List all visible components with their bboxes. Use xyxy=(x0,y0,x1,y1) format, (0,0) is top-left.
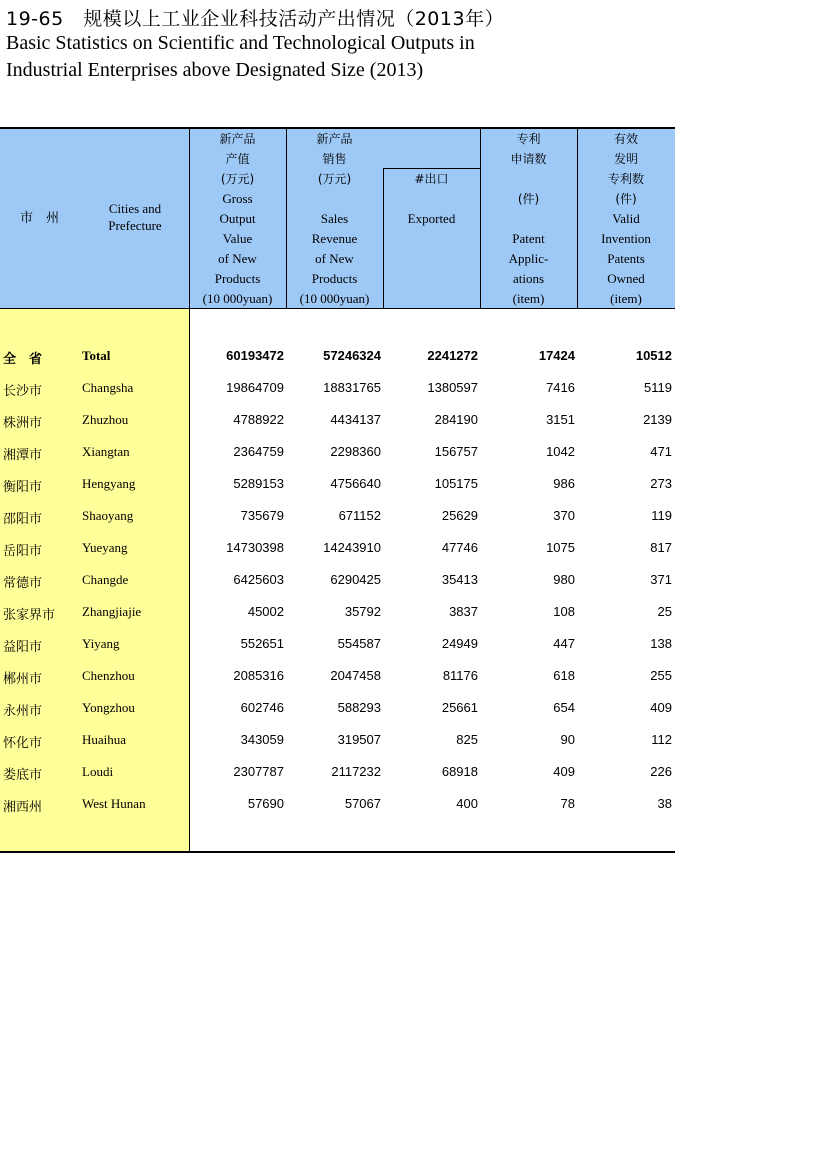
cell-patent-applications: 1042 xyxy=(546,444,575,459)
cell-valid-patents: 273 xyxy=(650,476,672,491)
row-name-cn: 益阳市 xyxy=(3,640,43,655)
row-name-en: Loudi xyxy=(82,764,114,779)
cell-patent-applications: 17424 xyxy=(538,348,575,363)
header-line: Owned xyxy=(607,271,645,286)
table-bottom-rule xyxy=(0,851,675,853)
cell-gross-output: 2085316 xyxy=(233,668,284,683)
cell-gross-output: 45002 xyxy=(247,604,284,619)
cell-patent-applications: 108 xyxy=(553,604,575,619)
header-line: Value xyxy=(222,231,253,246)
cell-patent-applications: 78 xyxy=(560,796,575,811)
row-name-en: Yueyang xyxy=(82,540,128,555)
table-row xyxy=(0,564,675,596)
header-line: 专利 xyxy=(516,132,541,146)
cell-gross-output: 2307787 xyxy=(233,764,284,779)
cell-valid-patents: 112 xyxy=(651,732,672,747)
header-line: Valid xyxy=(612,211,640,226)
cell-patent-applications: 370 xyxy=(553,508,575,523)
cell-patent-applications: 980 xyxy=(553,572,575,587)
row-name-cn: 常德市 xyxy=(3,576,43,591)
table-row xyxy=(0,788,675,820)
header-line: (item) xyxy=(512,291,545,306)
row-name-cn: 娄底市 xyxy=(3,768,43,783)
header-line: Invention xyxy=(601,231,651,246)
table-row xyxy=(0,724,675,756)
row-name-en: West Hunan xyxy=(82,796,146,811)
header-line xyxy=(383,189,480,209)
table-row xyxy=(0,500,675,532)
cell-patent-applications: 618 xyxy=(553,668,575,683)
cell-valid-patents: 138 xyxy=(650,636,672,651)
header-line: (万元) xyxy=(220,172,255,186)
stub-header-line: Prefecture xyxy=(108,218,162,233)
header-line: 发明 xyxy=(613,152,638,166)
cell-exported: 105175 xyxy=(434,476,478,491)
cell-valid-patents: 226 xyxy=(650,764,672,779)
cell-gross-output: 552651 xyxy=(240,636,284,651)
table-row xyxy=(0,660,675,692)
header-line: (10 000yuan) xyxy=(202,291,273,306)
cell-valid-patents: 5119 xyxy=(644,380,672,395)
cell-exported: 35413 xyxy=(441,572,478,587)
row-name-cn: 湘潭市 xyxy=(3,448,43,463)
header-line: 新产品 xyxy=(316,132,353,146)
cell-sales-revenue: 2298360 xyxy=(330,444,381,459)
row-name-cn: 永州市 xyxy=(3,704,43,719)
header-line: Exported xyxy=(407,211,456,226)
header-line xyxy=(480,209,577,229)
row-name-cn: 邵阳市 xyxy=(3,512,43,527)
header-sales-revenue xyxy=(286,129,383,309)
header-exported xyxy=(383,169,480,229)
cell-exported: 24949 xyxy=(441,636,478,651)
cell-sales-revenue: 14243910 xyxy=(323,540,381,555)
row-name-en: Shaoyang xyxy=(82,508,134,523)
cell-gross-output: 602746 xyxy=(240,700,284,715)
cell-sales-revenue: 2047458 xyxy=(330,668,381,683)
cell-sales-revenue: 18831765 xyxy=(323,380,381,395)
cell-sales-revenue: 4434137 xyxy=(330,412,381,427)
table-row xyxy=(0,692,675,724)
cell-patent-applications: 447 xyxy=(553,636,575,651)
cell-gross-output: 4788922 xyxy=(233,412,284,427)
header-line: ations xyxy=(512,271,545,286)
cell-gross-output: 6425603 xyxy=(233,572,284,587)
cell-valid-patents: 38 xyxy=(657,796,672,811)
cell-exported: 156757 xyxy=(434,444,478,459)
cell-exported: 3837 xyxy=(449,604,478,619)
header-line: of New xyxy=(218,251,257,266)
cell-valid-patents: 25 xyxy=(657,604,672,619)
cell-gross-output: 343059 xyxy=(240,732,284,747)
cell-exported: 47746 xyxy=(441,540,478,555)
header-line: (件) xyxy=(615,192,637,206)
cell-exported: 68918 xyxy=(441,764,478,779)
cell-sales-revenue: 319507 xyxy=(337,732,381,747)
cell-patent-applications: 986 xyxy=(553,476,575,491)
header-line: (件) xyxy=(517,192,540,206)
row-name-en: Hengyang xyxy=(82,476,136,491)
cell-valid-patents: 119 xyxy=(651,508,672,523)
table-row-total xyxy=(0,340,675,372)
row-name-en: Zhangjiajie xyxy=(82,604,142,619)
cell-sales-revenue: 554587 xyxy=(337,636,381,651)
row-name-cn: 张家界市 xyxy=(3,608,56,623)
cell-sales-revenue: 57246324 xyxy=(323,348,381,363)
stub-header-chinese: 市 州 xyxy=(20,211,60,226)
header-line: Applic- xyxy=(508,251,549,266)
cell-exported: 25661 xyxy=(441,700,478,715)
cell-exported: 2241272 xyxy=(427,348,478,363)
table-row xyxy=(0,628,675,660)
header-line: Output xyxy=(219,211,256,226)
header-line: 申请数 xyxy=(510,152,547,166)
header-line: Patents xyxy=(607,251,645,266)
table-row xyxy=(0,468,675,500)
row-name-en: Yiyang xyxy=(82,636,120,651)
cell-gross-output: 2364759 xyxy=(233,444,284,459)
cell-exported: 1380597 xyxy=(427,380,478,395)
header-line: 销售 xyxy=(322,152,347,166)
row-name-en: Changde xyxy=(82,572,129,587)
header-line: #出口 xyxy=(414,172,449,186)
header-line: 专利数 xyxy=(607,172,644,186)
row-name-cn: 株洲市 xyxy=(3,416,43,431)
row-name-cn: 岳阳市 xyxy=(3,544,43,559)
cell-gross-output: 57690 xyxy=(247,796,284,811)
header-gross-output xyxy=(189,129,286,309)
cell-valid-patents: 371 xyxy=(650,572,672,587)
header-patent-applications xyxy=(480,129,577,309)
header-line: Patent xyxy=(512,231,545,246)
row-name-cn: 全 省 xyxy=(3,352,43,367)
row-name-en: Xiangtan xyxy=(82,444,130,459)
header-line: 有效 xyxy=(613,132,638,146)
cell-valid-patents: 409 xyxy=(650,700,672,715)
cell-sales-revenue: 588293 xyxy=(337,700,381,715)
page-title-english-line2: Industrial Enterprises above Designated Size (2013) xyxy=(6,59,424,81)
row-name-en: Chenzhou xyxy=(82,668,135,683)
page-title-english-line1: Basic Statistics on Scientific and Technological Outputs in xyxy=(6,32,475,54)
cell-exported: 81176 xyxy=(442,668,478,683)
header-line: Products xyxy=(311,271,358,286)
header-line: (item) xyxy=(610,291,642,306)
cell-valid-patents: 2139 xyxy=(643,412,672,427)
cell-patent-applications: 90 xyxy=(560,732,575,747)
header-line: of New xyxy=(315,251,354,266)
table-row xyxy=(0,372,675,404)
cell-exported: 825 xyxy=(456,732,478,747)
cell-sales-revenue: 4756640 xyxy=(330,476,381,491)
cell-sales-revenue: 2117232 xyxy=(331,764,381,779)
header-line: Gross xyxy=(222,191,253,206)
header-line: Products xyxy=(214,271,261,286)
cell-gross-output: 735679 xyxy=(240,508,284,523)
cell-sales-revenue: 35792 xyxy=(344,604,381,619)
cell-patent-applications: 3151 xyxy=(546,412,575,427)
header-line: Revenue xyxy=(311,231,358,246)
header-line: 新产品 xyxy=(219,132,256,146)
row-name-en: Zhuzhou xyxy=(82,412,129,427)
cell-exported: 284190 xyxy=(434,412,478,427)
cell-patent-applications: 7416 xyxy=(546,380,575,395)
row-name-en: Yongzhou xyxy=(82,700,135,715)
header-line xyxy=(480,169,577,189)
header-valid-invention-patents xyxy=(577,129,675,309)
cell-valid-patents: 255 xyxy=(650,668,672,683)
cell-patent-applications: 654 xyxy=(553,700,575,715)
row-name-cn: 长沙市 xyxy=(3,384,43,399)
header-line: (10 000yuan) xyxy=(299,291,370,306)
header-line: (万元) xyxy=(317,172,352,186)
cell-exported: 400 xyxy=(456,796,478,811)
header-line xyxy=(286,189,383,209)
cell-gross-output: 60193472 xyxy=(226,348,284,363)
cell-sales-revenue: 6290425 xyxy=(330,572,381,587)
row-name-cn: 湘西州 xyxy=(3,800,43,815)
cell-patent-applications: 1075 xyxy=(546,540,575,555)
cell-exported: 25629 xyxy=(441,508,478,523)
row-name-cn: 怀化市 xyxy=(3,736,43,751)
cell-patent-applications: 409 xyxy=(553,764,575,779)
cell-gross-output: 19864709 xyxy=(226,380,284,395)
cell-valid-patents: 10512 xyxy=(635,348,672,363)
table-row xyxy=(0,436,675,468)
stub-header-english xyxy=(90,200,180,234)
header-line: Sales xyxy=(320,211,349,226)
row-name-cn: 衡阳市 xyxy=(3,480,43,495)
statistics-table xyxy=(0,127,675,853)
row-name-en: Total xyxy=(82,348,111,363)
table-row xyxy=(0,756,675,788)
header-line: 产值 xyxy=(225,152,250,166)
row-name-cn: 郴州市 xyxy=(3,672,43,687)
cell-sales-revenue: 57067 xyxy=(344,796,381,811)
table-row xyxy=(0,532,675,564)
cell-gross-output: 14730398 xyxy=(226,540,284,555)
table-row xyxy=(0,596,675,628)
row-name-en: Huaihua xyxy=(82,732,127,747)
table-row xyxy=(0,404,675,436)
row-name-en: Changsha xyxy=(82,380,134,395)
stub-header-line: Cities and xyxy=(108,201,162,216)
cell-valid-patents: 817 xyxy=(650,540,672,555)
cell-gross-output: 5289153 xyxy=(233,476,284,491)
page-title-chinese: 19-65 规模以上工业企业科技活动产出情况（2013年） xyxy=(6,8,505,30)
cell-valid-patents: 471 xyxy=(650,444,672,459)
cell-sales-revenue: 671152 xyxy=(338,508,381,523)
